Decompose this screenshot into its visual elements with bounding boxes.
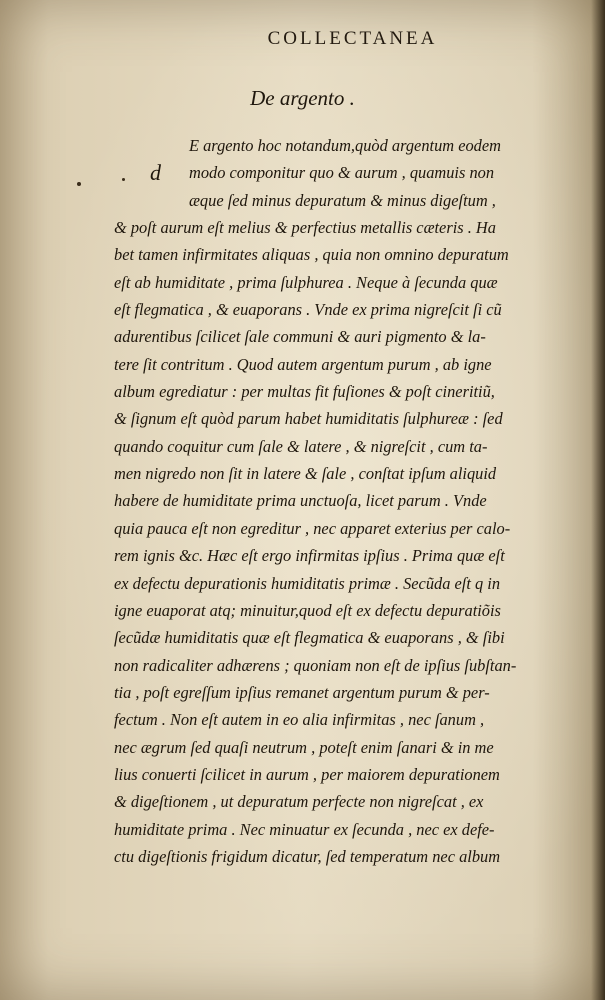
text-line: humiditate prima . Nec minuatur ex ſecunda , nec ex defe- [114,819,495,839]
text-line: men nigredo non ſit in latere & ſale , conſtat ipſum aliquid [114,464,497,484]
text-line: ex defectu depurationis humiditatis primæ . Secũda eſt q in [114,573,501,593]
text-line: habere de humiditate prima unctuoſa, licet parum . Vnde [114,491,487,511]
body-text [114,132,582,870]
text-line: bet tamen infirmitates aliquas , quia non omnino depuratum [114,245,509,265]
text-line: quia pauca eſt non egreditur , nec apparet exterius per calo- [114,518,511,538]
section-title: De argento . [250,86,355,110]
text-line: igne euaporat atq; minuitur,quod eſt ex defectu depuratiõis [114,600,501,620]
text-line: modo componitur quo & aurum , quamuis non [189,163,495,183]
marginal-letter: d [150,160,161,185]
page-edge-shadow [591,0,605,1000]
ink-speck [77,182,81,186]
text-line: & ſignum eſt quòd parum habet humiditatis ſulphureæ : ſed [114,409,503,429]
text-line: non radicaliter adhærens ; quoniam non eſt de ipſius ſubſtan- [114,655,517,675]
text-line: rem ignis &c. Hæc eſt ergo infirmitas ipſius . Prima quæ eſt [114,546,505,566]
text-line: æque ſed minus depuratum & minus digeſtum , [189,190,496,210]
text-line: fectum . Non eſt autem in eo alia infirmitas , nec ſanum , [114,710,485,730]
text-line: adurentibus ſcilicet ſale communi & auri pigmento & la- [114,327,486,347]
text-line: tia , poſt egreſſum ipſius remanet argentum purum & per- [114,682,490,702]
text-line: tere ſit contritum . Quod autem argentum purum , ab igne [114,354,492,374]
text-line: nec ægrum ſed quaſi neutrum , poteſt enim ſanari & in me [114,737,494,757]
text-line: & poſt aurum eſt melius & perfectius metallis cæteris . Ha [114,218,496,238]
text-line: & digeſtionem , ut depuratum perfecte non nigreſcat , ex [114,792,484,812]
text-line: album egrediatur : per multas fit fuſiones & poſt cineritiũ, [114,382,495,402]
text-line: eſt ab humiditate , prima ſulphurea . Neque à ſecunda quæ [114,272,498,292]
text-line: lius conuerti ſcilicet in aurum , per maiorem depurationem [114,764,500,784]
text-line: quando coquitur cum ſale & latere , & nigreſcit , cum ta- [114,436,488,456]
running-head: COLLECTANEA [267,28,438,49]
text-line: ſecũdæ humiditatis quæ eſt flegmatica & euaporans , & ſibi [114,628,505,648]
ink-speck [122,178,125,181]
text-line: E argento hoc notandum,quòd argentum eodem [189,136,501,155]
text-line: ctu digeſtionis frigidum dicatur, ſed temperatum nec album [114,846,501,866]
text-line: eſt flegmatica , & euaporans . Vnde ex prima nigreſcit ſi cũ [114,300,502,320]
